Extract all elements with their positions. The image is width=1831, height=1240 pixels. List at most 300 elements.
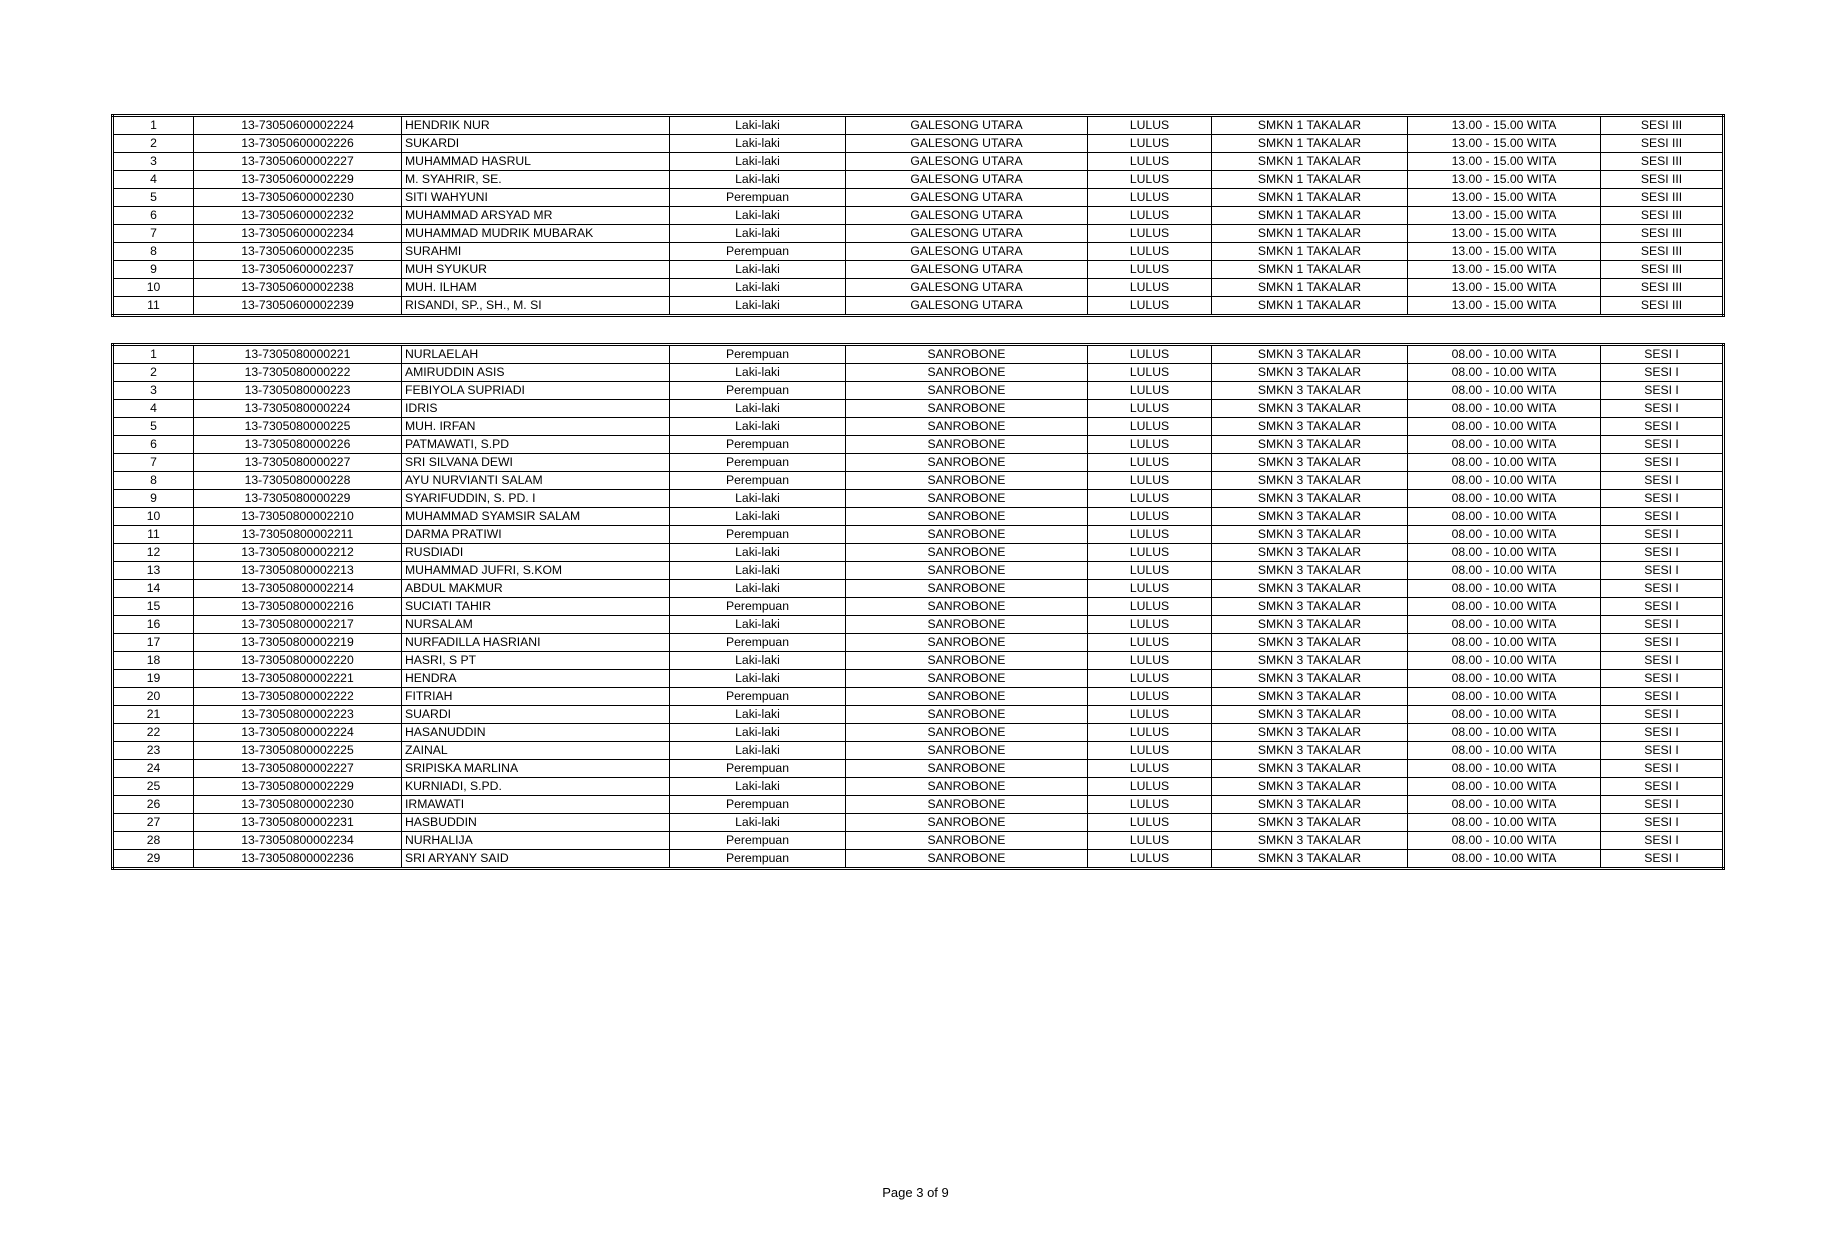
name-cell: FITRIAH bbox=[402, 688, 670, 706]
gender-cell: Perempuan bbox=[670, 688, 846, 706]
row-number-cell: 5 bbox=[113, 189, 194, 207]
table-row bbox=[113, 436, 1724, 454]
participant-id-cell: 13-73050600002234 bbox=[194, 225, 402, 243]
row-number-cell: 16 bbox=[113, 616, 194, 634]
session-cell: SESI I bbox=[1601, 472, 1724, 490]
location-cell: SMKN 1 TAKALAR bbox=[1212, 243, 1408, 261]
gender-cell: Laki-laki bbox=[670, 814, 846, 832]
status-cell: LULUS bbox=[1088, 526, 1212, 544]
participant-id-cell: 13-73050800002216 bbox=[194, 598, 402, 616]
location-cell: SMKN 1 TAKALAR bbox=[1212, 189, 1408, 207]
row-number-cell: 17 bbox=[113, 634, 194, 652]
participant-id-cell: 13-73050600002239 bbox=[194, 297, 402, 316]
status-cell: LULUS bbox=[1088, 171, 1212, 189]
participant-id-cell: 13-7305080000224 bbox=[194, 400, 402, 418]
row-number-cell: 14 bbox=[113, 580, 194, 598]
district-cell: SANROBONE bbox=[846, 454, 1088, 472]
participant-id-cell: 13-73050600002229 bbox=[194, 171, 402, 189]
location-cell: SMKN 3 TAKALAR bbox=[1212, 490, 1408, 508]
time-cell: 08.00 - 10.00 WITA bbox=[1408, 508, 1601, 526]
name-cell: HENDRIK NUR bbox=[402, 116, 670, 135]
table-row bbox=[113, 261, 1724, 279]
table-row bbox=[113, 225, 1724, 243]
time-cell: 08.00 - 10.00 WITA bbox=[1408, 454, 1601, 472]
status-cell: LULUS bbox=[1088, 207, 1212, 225]
table-row bbox=[113, 598, 1724, 616]
table-row bbox=[113, 454, 1724, 472]
session-cell: SESI III bbox=[1601, 297, 1724, 316]
district-cell: GALESONG UTARA bbox=[846, 135, 1088, 153]
table-row bbox=[113, 243, 1724, 261]
table-row bbox=[113, 400, 1724, 418]
time-cell: 08.00 - 10.00 WITA bbox=[1408, 598, 1601, 616]
participant-id-cell: 13-73050800002222 bbox=[194, 688, 402, 706]
status-cell: LULUS bbox=[1088, 742, 1212, 760]
row-number-cell: 8 bbox=[113, 243, 194, 261]
name-cell: M. SYAHRIR, SE. bbox=[402, 171, 670, 189]
participant-id-cell: 13-73050800002227 bbox=[194, 760, 402, 778]
status-cell: LULUS bbox=[1088, 189, 1212, 207]
status-cell: LULUS bbox=[1088, 382, 1212, 400]
row-number-cell: 7 bbox=[113, 454, 194, 472]
participant-id-cell: 13-7305080000225 bbox=[194, 418, 402, 436]
name-cell: MUH. ILHAM bbox=[402, 279, 670, 297]
district-cell: SANROBONE bbox=[846, 652, 1088, 670]
status-cell: LULUS bbox=[1088, 364, 1212, 382]
district-cell: SANROBONE bbox=[846, 724, 1088, 742]
gender-cell: Perempuan bbox=[670, 850, 846, 869]
district-cell: SANROBONE bbox=[846, 508, 1088, 526]
table-row bbox=[113, 490, 1724, 508]
district-cell: SANROBONE bbox=[846, 382, 1088, 400]
participant-id-cell: 13-73050800002217 bbox=[194, 616, 402, 634]
gender-cell: Perempuan bbox=[670, 760, 846, 778]
status-cell: LULUS bbox=[1088, 706, 1212, 724]
page-number: Page 3 of 9 bbox=[882, 1185, 949, 1200]
time-cell: 13.00 - 15.00 WITA bbox=[1408, 261, 1601, 279]
status-cell: LULUS bbox=[1088, 562, 1212, 580]
row-number-cell: 11 bbox=[113, 526, 194, 544]
table-row bbox=[113, 116, 1724, 135]
name-cell: IRMAWATI bbox=[402, 796, 670, 814]
location-cell: SMKN 3 TAKALAR bbox=[1212, 634, 1408, 652]
name-cell: AYU NURVIANTI SALAM bbox=[402, 472, 670, 490]
table-row bbox=[113, 634, 1724, 652]
name-cell: SITI WAHYUNI bbox=[402, 189, 670, 207]
row-number-cell: 28 bbox=[113, 832, 194, 850]
status-cell: LULUS bbox=[1088, 688, 1212, 706]
session-cell: SESI III bbox=[1601, 116, 1724, 135]
row-number-cell: 7 bbox=[113, 225, 194, 243]
session-cell: SESI III bbox=[1601, 171, 1724, 189]
participant-id-cell: 13-73050800002231 bbox=[194, 814, 402, 832]
time-cell: 08.00 - 10.00 WITA bbox=[1408, 382, 1601, 400]
status-cell: LULUS bbox=[1088, 436, 1212, 454]
gender-cell: Laki-laki bbox=[670, 778, 846, 796]
district-cell: SANROBONE bbox=[846, 400, 1088, 418]
session-cell: SESI I bbox=[1601, 796, 1724, 814]
table-row bbox=[113, 153, 1724, 171]
table-row bbox=[113, 279, 1724, 297]
table-row bbox=[113, 544, 1724, 562]
time-cell: 08.00 - 10.00 WITA bbox=[1408, 724, 1601, 742]
status-cell: LULUS bbox=[1088, 598, 1212, 616]
gender-cell: Laki-laki bbox=[670, 297, 846, 316]
status-cell: LULUS bbox=[1088, 153, 1212, 171]
gender-cell: Laki-laki bbox=[670, 279, 846, 297]
time-cell: 08.00 - 10.00 WITA bbox=[1408, 616, 1601, 634]
name-cell: RISANDI, SP., SH., M. SI bbox=[402, 297, 670, 316]
name-cell: MUHAMMAD JUFRI, S.KOM bbox=[402, 562, 670, 580]
time-cell: 08.00 - 10.00 WITA bbox=[1408, 345, 1601, 364]
name-cell: SYARIFUDDIN, S. PD. I bbox=[402, 490, 670, 508]
participant-id-cell: 13-7305080000229 bbox=[194, 490, 402, 508]
name-cell: PATMAWATI, S.PD bbox=[402, 436, 670, 454]
time-cell: 08.00 - 10.00 WITA bbox=[1408, 652, 1601, 670]
district-cell: GALESONG UTARA bbox=[846, 189, 1088, 207]
session-cell: SESI I bbox=[1601, 436, 1724, 454]
status-cell: LULUS bbox=[1088, 116, 1212, 135]
district-cell: GALESONG UTARA bbox=[846, 116, 1088, 135]
name-cell: NURSALAM bbox=[402, 616, 670, 634]
gender-cell: Perempuan bbox=[670, 526, 846, 544]
session-cell: SESI I bbox=[1601, 400, 1724, 418]
name-cell: AMIRUDDIN ASIS bbox=[402, 364, 670, 382]
participant-id-cell: 13-73050800002219 bbox=[194, 634, 402, 652]
gender-cell: Laki-laki bbox=[670, 580, 846, 598]
time-cell: 08.00 - 10.00 WITA bbox=[1408, 364, 1601, 382]
time-cell: 08.00 - 10.00 WITA bbox=[1408, 490, 1601, 508]
name-cell: MUHAMMAD ARSYAD MR bbox=[402, 207, 670, 225]
status-cell: LULUS bbox=[1088, 814, 1212, 832]
district-cell: SANROBONE bbox=[846, 436, 1088, 454]
location-cell: SMKN 3 TAKALAR bbox=[1212, 400, 1408, 418]
session-cell: SESI III bbox=[1601, 279, 1724, 297]
participant-id-cell: 13-73050800002224 bbox=[194, 724, 402, 742]
participant-id-cell: 13-73050800002214 bbox=[194, 580, 402, 598]
gender-cell: Laki-laki bbox=[670, 135, 846, 153]
name-cell: MUH. IRFAN bbox=[402, 418, 670, 436]
district-cell: SANROBONE bbox=[846, 562, 1088, 580]
district-cell: SANROBONE bbox=[846, 580, 1088, 598]
time-cell: 13.00 - 15.00 WITA bbox=[1408, 297, 1601, 316]
district-cell: GALESONG UTARA bbox=[846, 225, 1088, 243]
participant-id-cell: 13-73050800002234 bbox=[194, 832, 402, 850]
location-cell: SMKN 1 TAKALAR bbox=[1212, 153, 1408, 171]
participant-id-cell: 13-73050600002235 bbox=[194, 243, 402, 261]
gender-cell: Perempuan bbox=[670, 189, 846, 207]
location-cell: SMKN 3 TAKALAR bbox=[1212, 472, 1408, 490]
district-cell: SANROBONE bbox=[846, 832, 1088, 850]
status-cell: LULUS bbox=[1088, 261, 1212, 279]
session-cell: SESI III bbox=[1601, 207, 1724, 225]
district-cell: SANROBONE bbox=[846, 760, 1088, 778]
location-cell: SMKN 3 TAKALAR bbox=[1212, 850, 1408, 869]
row-number-cell: 2 bbox=[113, 364, 194, 382]
table-row bbox=[113, 616, 1724, 634]
table-row bbox=[113, 526, 1724, 544]
district-cell: GALESONG UTARA bbox=[846, 243, 1088, 261]
participant-id-cell: 13-73050600002226 bbox=[194, 135, 402, 153]
district-cell: SANROBONE bbox=[846, 526, 1088, 544]
row-number-cell: 25 bbox=[113, 778, 194, 796]
row-number-cell: 15 bbox=[113, 598, 194, 616]
location-cell: SMKN 3 TAKALAR bbox=[1212, 724, 1408, 742]
location-cell: SMKN 1 TAKALAR bbox=[1212, 135, 1408, 153]
row-number-cell: 10 bbox=[113, 279, 194, 297]
table-row bbox=[113, 832, 1724, 850]
row-number-cell: 3 bbox=[113, 153, 194, 171]
name-cell: ABDUL MAKMUR bbox=[402, 580, 670, 598]
row-number-cell: 21 bbox=[113, 706, 194, 724]
gender-cell: Laki-laki bbox=[670, 171, 846, 189]
gender-cell: Laki-laki bbox=[670, 508, 846, 526]
location-cell: SMKN 3 TAKALAR bbox=[1212, 760, 1408, 778]
time-cell: 13.00 - 15.00 WITA bbox=[1408, 153, 1601, 171]
table-row bbox=[113, 706, 1724, 724]
location-cell: SMKN 1 TAKALAR bbox=[1212, 116, 1408, 135]
name-cell: KURNIADI, S.PD. bbox=[402, 778, 670, 796]
status-cell: LULUS bbox=[1088, 472, 1212, 490]
session-cell: SESI III bbox=[1601, 135, 1724, 153]
gender-cell: Laki-laki bbox=[670, 616, 846, 634]
session-cell: SESI I bbox=[1601, 508, 1724, 526]
participant-id-cell: 13-73050600002224 bbox=[194, 116, 402, 135]
gender-cell: Laki-laki bbox=[670, 742, 846, 760]
table-row bbox=[113, 652, 1724, 670]
gender-cell: Laki-laki bbox=[670, 400, 846, 418]
table-row bbox=[113, 207, 1724, 225]
participant-id-cell: 13-73050800002212 bbox=[194, 544, 402, 562]
location-cell: SMKN 1 TAKALAR bbox=[1212, 171, 1408, 189]
participant-id-cell: 13-73050600002237 bbox=[194, 261, 402, 279]
session-cell: SESI I bbox=[1601, 814, 1724, 832]
name-cell: SRI ARYANY SAID bbox=[402, 850, 670, 869]
status-cell: LULUS bbox=[1088, 652, 1212, 670]
district-cell: SANROBONE bbox=[846, 742, 1088, 760]
table-body bbox=[113, 345, 1724, 869]
participant-id-cell: 13-7305080000222 bbox=[194, 364, 402, 382]
table-row bbox=[113, 562, 1724, 580]
status-cell: LULUS bbox=[1088, 850, 1212, 869]
table-row bbox=[113, 580, 1724, 598]
status-cell: LULUS bbox=[1088, 832, 1212, 850]
location-cell: SMKN 1 TAKALAR bbox=[1212, 279, 1408, 297]
name-cell: HASRI, S PT bbox=[402, 652, 670, 670]
gender-cell: Laki-laki bbox=[670, 724, 846, 742]
time-cell: 13.00 - 15.00 WITA bbox=[1408, 243, 1601, 261]
row-number-cell: 4 bbox=[113, 171, 194, 189]
status-cell: LULUS bbox=[1088, 580, 1212, 598]
participant-id-cell: 13-73050800002220 bbox=[194, 652, 402, 670]
district-cell: SANROBONE bbox=[846, 472, 1088, 490]
district-cell: GALESONG UTARA bbox=[846, 207, 1088, 225]
location-cell: SMKN 3 TAKALAR bbox=[1212, 778, 1408, 796]
status-cell: LULUS bbox=[1088, 760, 1212, 778]
participant-id-cell: 13-73050800002229 bbox=[194, 778, 402, 796]
gender-cell: Laki-laki bbox=[670, 261, 846, 279]
location-cell: SMKN 3 TAKALAR bbox=[1212, 580, 1408, 598]
row-number-cell: 10 bbox=[113, 508, 194, 526]
district-cell: SANROBONE bbox=[846, 634, 1088, 652]
status-cell: LULUS bbox=[1088, 616, 1212, 634]
time-cell: 13.00 - 15.00 WITA bbox=[1408, 207, 1601, 225]
district-cell: SANROBONE bbox=[846, 544, 1088, 562]
session-cell: SESI I bbox=[1601, 364, 1724, 382]
district-cell: GALESONG UTARA bbox=[846, 279, 1088, 297]
table-row bbox=[113, 171, 1724, 189]
district-cell: SANROBONE bbox=[846, 814, 1088, 832]
district-cell: SANROBONE bbox=[846, 345, 1088, 364]
district-cell: GALESONG UTARA bbox=[846, 171, 1088, 189]
gender-cell: Laki-laki bbox=[670, 418, 846, 436]
row-number-cell: 18 bbox=[113, 652, 194, 670]
gender-cell: Perempuan bbox=[670, 832, 846, 850]
district-cell: SANROBONE bbox=[846, 598, 1088, 616]
session-cell: SESI I bbox=[1601, 670, 1724, 688]
session-cell: SESI I bbox=[1601, 616, 1724, 634]
row-number-cell: 5 bbox=[113, 418, 194, 436]
table-row bbox=[113, 297, 1724, 316]
time-cell: 08.00 - 10.00 WITA bbox=[1408, 814, 1601, 832]
row-number-cell: 11 bbox=[113, 297, 194, 316]
time-cell: 08.00 - 10.00 WITA bbox=[1408, 760, 1601, 778]
location-cell: SMKN 3 TAKALAR bbox=[1212, 544, 1408, 562]
gender-cell: Perempuan bbox=[670, 345, 846, 364]
status-cell: LULUS bbox=[1088, 135, 1212, 153]
status-cell: LULUS bbox=[1088, 454, 1212, 472]
status-cell: LULUS bbox=[1088, 345, 1212, 364]
name-cell: SUCIATI TAHIR bbox=[402, 598, 670, 616]
table-row bbox=[113, 472, 1724, 490]
gender-cell: Laki-laki bbox=[670, 490, 846, 508]
status-cell: LULUS bbox=[1088, 490, 1212, 508]
location-cell: SMKN 3 TAKALAR bbox=[1212, 364, 1408, 382]
name-cell: DARMA PRATIWI bbox=[402, 526, 670, 544]
name-cell: HENDRA bbox=[402, 670, 670, 688]
table-row bbox=[113, 364, 1724, 382]
district-cell: SANROBONE bbox=[846, 490, 1088, 508]
row-number-cell: 9 bbox=[113, 261, 194, 279]
district-cell: SANROBONE bbox=[846, 616, 1088, 634]
participant-id-cell: 13-7305080000227 bbox=[194, 454, 402, 472]
status-cell: LULUS bbox=[1088, 400, 1212, 418]
status-cell: LULUS bbox=[1088, 544, 1212, 562]
time-cell: 08.00 - 10.00 WITA bbox=[1408, 742, 1601, 760]
row-number-cell: 13 bbox=[113, 562, 194, 580]
participant-id-cell: 13-73050800002236 bbox=[194, 850, 402, 869]
table-row bbox=[113, 135, 1724, 153]
location-cell: SMKN 3 TAKALAR bbox=[1212, 832, 1408, 850]
gender-cell: Laki-laki bbox=[670, 225, 846, 243]
participant-id-cell: 13-7305080000223 bbox=[194, 382, 402, 400]
district-cell: SANROBONE bbox=[846, 688, 1088, 706]
time-cell: 13.00 - 15.00 WITA bbox=[1408, 279, 1601, 297]
table-row bbox=[113, 778, 1724, 796]
location-cell: SMKN 3 TAKALAR bbox=[1212, 345, 1408, 364]
session-cell: SESI I bbox=[1601, 706, 1724, 724]
gender-cell: Laki-laki bbox=[670, 562, 846, 580]
location-cell: SMKN 3 TAKALAR bbox=[1212, 454, 1408, 472]
table-row bbox=[113, 382, 1724, 400]
time-cell: 08.00 - 10.00 WITA bbox=[1408, 778, 1601, 796]
location-cell: SMKN 1 TAKALAR bbox=[1212, 207, 1408, 225]
session-cell: SESI I bbox=[1601, 832, 1724, 850]
location-cell: SMKN 1 TAKALAR bbox=[1212, 261, 1408, 279]
time-cell: 08.00 - 10.00 WITA bbox=[1408, 580, 1601, 598]
location-cell: SMKN 3 TAKALAR bbox=[1212, 382, 1408, 400]
session-cell: SESI I bbox=[1601, 345, 1724, 364]
session-cell: SESI I bbox=[1601, 850, 1724, 869]
time-cell: 08.00 - 10.00 WITA bbox=[1408, 688, 1601, 706]
session-cell: SESI I bbox=[1601, 418, 1724, 436]
status-cell: LULUS bbox=[1088, 279, 1212, 297]
gender-cell: Laki-laki bbox=[670, 116, 846, 135]
participant-id-cell: 13-73050600002238 bbox=[194, 279, 402, 297]
session-cell: SESI I bbox=[1601, 562, 1724, 580]
location-cell: SMKN 3 TAKALAR bbox=[1212, 562, 1408, 580]
name-cell: SUARDI bbox=[402, 706, 670, 724]
status-cell: LULUS bbox=[1088, 796, 1212, 814]
time-cell: 13.00 - 15.00 WITA bbox=[1408, 189, 1601, 207]
district-cell: SANROBONE bbox=[846, 418, 1088, 436]
row-number-cell: 2 bbox=[113, 135, 194, 153]
session-cell: SESI I bbox=[1601, 454, 1724, 472]
row-number-cell: 9 bbox=[113, 490, 194, 508]
table-row bbox=[113, 760, 1724, 778]
time-cell: 08.00 - 10.00 WITA bbox=[1408, 436, 1601, 454]
location-cell: SMKN 3 TAKALAR bbox=[1212, 598, 1408, 616]
participant-id-cell: 13-7305080000228 bbox=[194, 472, 402, 490]
time-cell: 08.00 - 10.00 WITA bbox=[1408, 796, 1601, 814]
gender-cell: Laki-laki bbox=[670, 706, 846, 724]
gender-cell: Perempuan bbox=[670, 382, 846, 400]
district-cell: SANROBONE bbox=[846, 850, 1088, 869]
district-cell: GALESONG UTARA bbox=[846, 297, 1088, 316]
name-cell: HASANUDDIN bbox=[402, 724, 670, 742]
status-cell: LULUS bbox=[1088, 634, 1212, 652]
session-cell: SESI I bbox=[1601, 742, 1724, 760]
name-cell: IDRIS bbox=[402, 400, 670, 418]
location-cell: SMKN 3 TAKALAR bbox=[1212, 742, 1408, 760]
session-cell: SESI I bbox=[1601, 724, 1724, 742]
location-cell: SMKN 3 TAKALAR bbox=[1212, 652, 1408, 670]
district-cell: SANROBONE bbox=[846, 364, 1088, 382]
status-cell: LULUS bbox=[1088, 670, 1212, 688]
name-cell: NURFADILLA HASRIANI bbox=[402, 634, 670, 652]
time-cell: 08.00 - 10.00 WITA bbox=[1408, 526, 1601, 544]
name-cell: MUHAMMAD MUDRIK MUBARAK bbox=[402, 225, 670, 243]
name-cell: MUHAMMAD HASRUL bbox=[402, 153, 670, 171]
session-cell: SESI III bbox=[1601, 225, 1724, 243]
time-cell: 08.00 - 10.00 WITA bbox=[1408, 670, 1601, 688]
gender-cell: Perempuan bbox=[670, 796, 846, 814]
gender-cell: Laki-laki bbox=[670, 652, 846, 670]
status-cell: LULUS bbox=[1088, 778, 1212, 796]
name-cell: RUSDIADI bbox=[402, 544, 670, 562]
name-cell: NURLAELAH bbox=[402, 345, 670, 364]
session-cell: SESI I bbox=[1601, 634, 1724, 652]
location-cell: SMKN 3 TAKALAR bbox=[1212, 688, 1408, 706]
district-cell: SANROBONE bbox=[846, 706, 1088, 724]
row-number-cell: 22 bbox=[113, 724, 194, 742]
location-cell: SMKN 3 TAKALAR bbox=[1212, 796, 1408, 814]
row-number-cell: 26 bbox=[113, 796, 194, 814]
session-cell: SESI III bbox=[1601, 189, 1724, 207]
district-cell: SANROBONE bbox=[846, 778, 1088, 796]
row-number-cell: 19 bbox=[113, 670, 194, 688]
location-cell: SMKN 1 TAKALAR bbox=[1212, 225, 1408, 243]
